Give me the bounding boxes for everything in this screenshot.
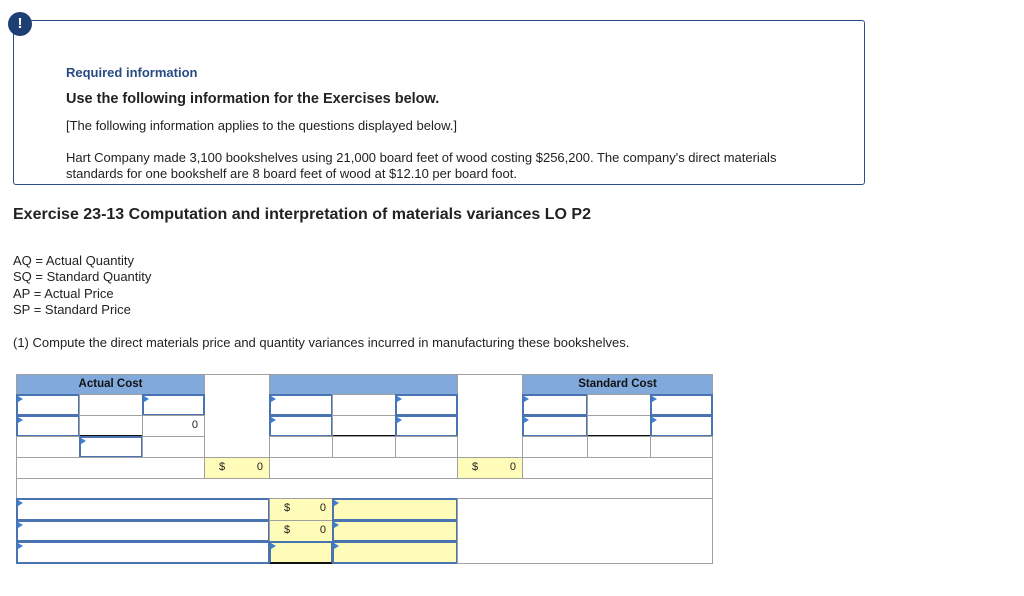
total-actual-cost-text: 0: [256, 461, 263, 473]
cell: [587, 436, 651, 458]
quantity-variance-type-select[interactable]: [332, 520, 458, 542]
definition-sp: SP = Standard Price: [13, 302, 131, 317]
quantity-variance-label-input[interactable]: [16, 520, 270, 542]
middle-header: [269, 374, 458, 395]
standard-row1-amount-input[interactable]: [650, 394, 713, 416]
actual-row2-label-input[interactable]: [16, 415, 80, 437]
price-variance-label-input[interactable]: [16, 498, 270, 521]
price-variance-amount: [269, 498, 333, 521]
cell: [587, 394, 651, 416]
blank-row: [16, 478, 713, 499]
standard-row2-label-input[interactable]: [522, 415, 588, 437]
standard-cost-header: [522, 374, 713, 395]
cell: [332, 394, 396, 416]
total-actual-cost: [204, 457, 270, 479]
empty-cell: [457, 498, 713, 564]
cell: [269, 436, 333, 458]
total-standard-cost: [457, 457, 523, 479]
cell: [332, 436, 396, 458]
cell: [587, 415, 651, 437]
required-info-label: Required information: [66, 65, 198, 80]
standard-cost-header-text: Standard Cost: [578, 378, 657, 390]
cell: [332, 415, 396, 437]
cell: [16, 457, 205, 479]
quantity-variance-amount: [269, 520, 333, 542]
price-variance-amount-text: 0: [319, 502, 326, 514]
actual-row3-input[interactable]: [79, 436, 143, 458]
cell: [395, 436, 458, 458]
cell: [79, 394, 143, 416]
total-variance-type-select[interactable]: [332, 541, 458, 564]
standard-row2-amount-input[interactable]: [650, 415, 713, 437]
middle-row2-label-input[interactable]: [269, 415, 333, 437]
cell: [269, 457, 458, 479]
total-standard-cost-text: 0: [509, 461, 516, 473]
actual-row1-label-input[interactable]: [16, 394, 80, 416]
spacer-cell: [457, 374, 523, 458]
total-variance-amount-input[interactable]: [269, 541, 333, 564]
actual-cost-header-text: Actual Cost: [78, 378, 143, 390]
definition-ap: AP = Actual Price: [13, 286, 114, 301]
standard-row1-label-input[interactable]: [522, 394, 588, 416]
question-text: (1) Compute the direct materials price and quantity variances incurred in manufacturing these bookshelves.: [13, 335, 630, 350]
info-heading: Use the following information for the Exercises below.: [66, 91, 440, 107]
required-info-panel: [13, 20, 865, 185]
quantity-variance-amount-text: 0: [319, 524, 326, 536]
info-note: [The following information applies to the questions displayed below.]: [66, 118, 457, 133]
middle-row1-label-input[interactable]: [269, 394, 333, 416]
dollar-sign: $: [219, 461, 226, 473]
middle-row2-amount-input[interactable]: [395, 415, 458, 437]
cell: [79, 415, 143, 437]
dollar-sign: $: [284, 524, 291, 536]
cell: [522, 436, 588, 458]
dollar-sign: $: [284, 502, 291, 514]
alert-icon: !: [8, 12, 32, 36]
total-variance-label-input[interactable]: [16, 541, 270, 564]
cell: [522, 457, 713, 479]
middle-row1-amount-input[interactable]: [395, 394, 458, 416]
actual-row2-value: [142, 415, 205, 437]
cell: [650, 436, 713, 458]
info-paragraph: Hart Company made 3,100 bookshelves using 21,000 board feet of wood costing $256,200. The company's direct materials standards for one bookshelf are 8 board feet of wood at $12.10 per board foot.: [66, 150, 777, 181]
cell: [16, 436, 80, 458]
actual-row1-amount-input[interactable]: [142, 394, 205, 416]
spacer-cell: [204, 374, 270, 458]
definition-aq: AQ = Actual Quantity: [13, 253, 135, 268]
cell: [142, 436, 205, 458]
price-variance-type-select[interactable]: [332, 498, 458, 521]
exercise-title: Exercise 23-13 Computation and interpretation of materials variances LO P2: [13, 206, 591, 223]
definition-sq: SQ = Standard Quantity: [13, 269, 152, 284]
dollar-sign: $: [472, 461, 479, 473]
actual-row2-value-text: 0: [191, 419, 198, 431]
actual-cost-header: [16, 374, 205, 395]
